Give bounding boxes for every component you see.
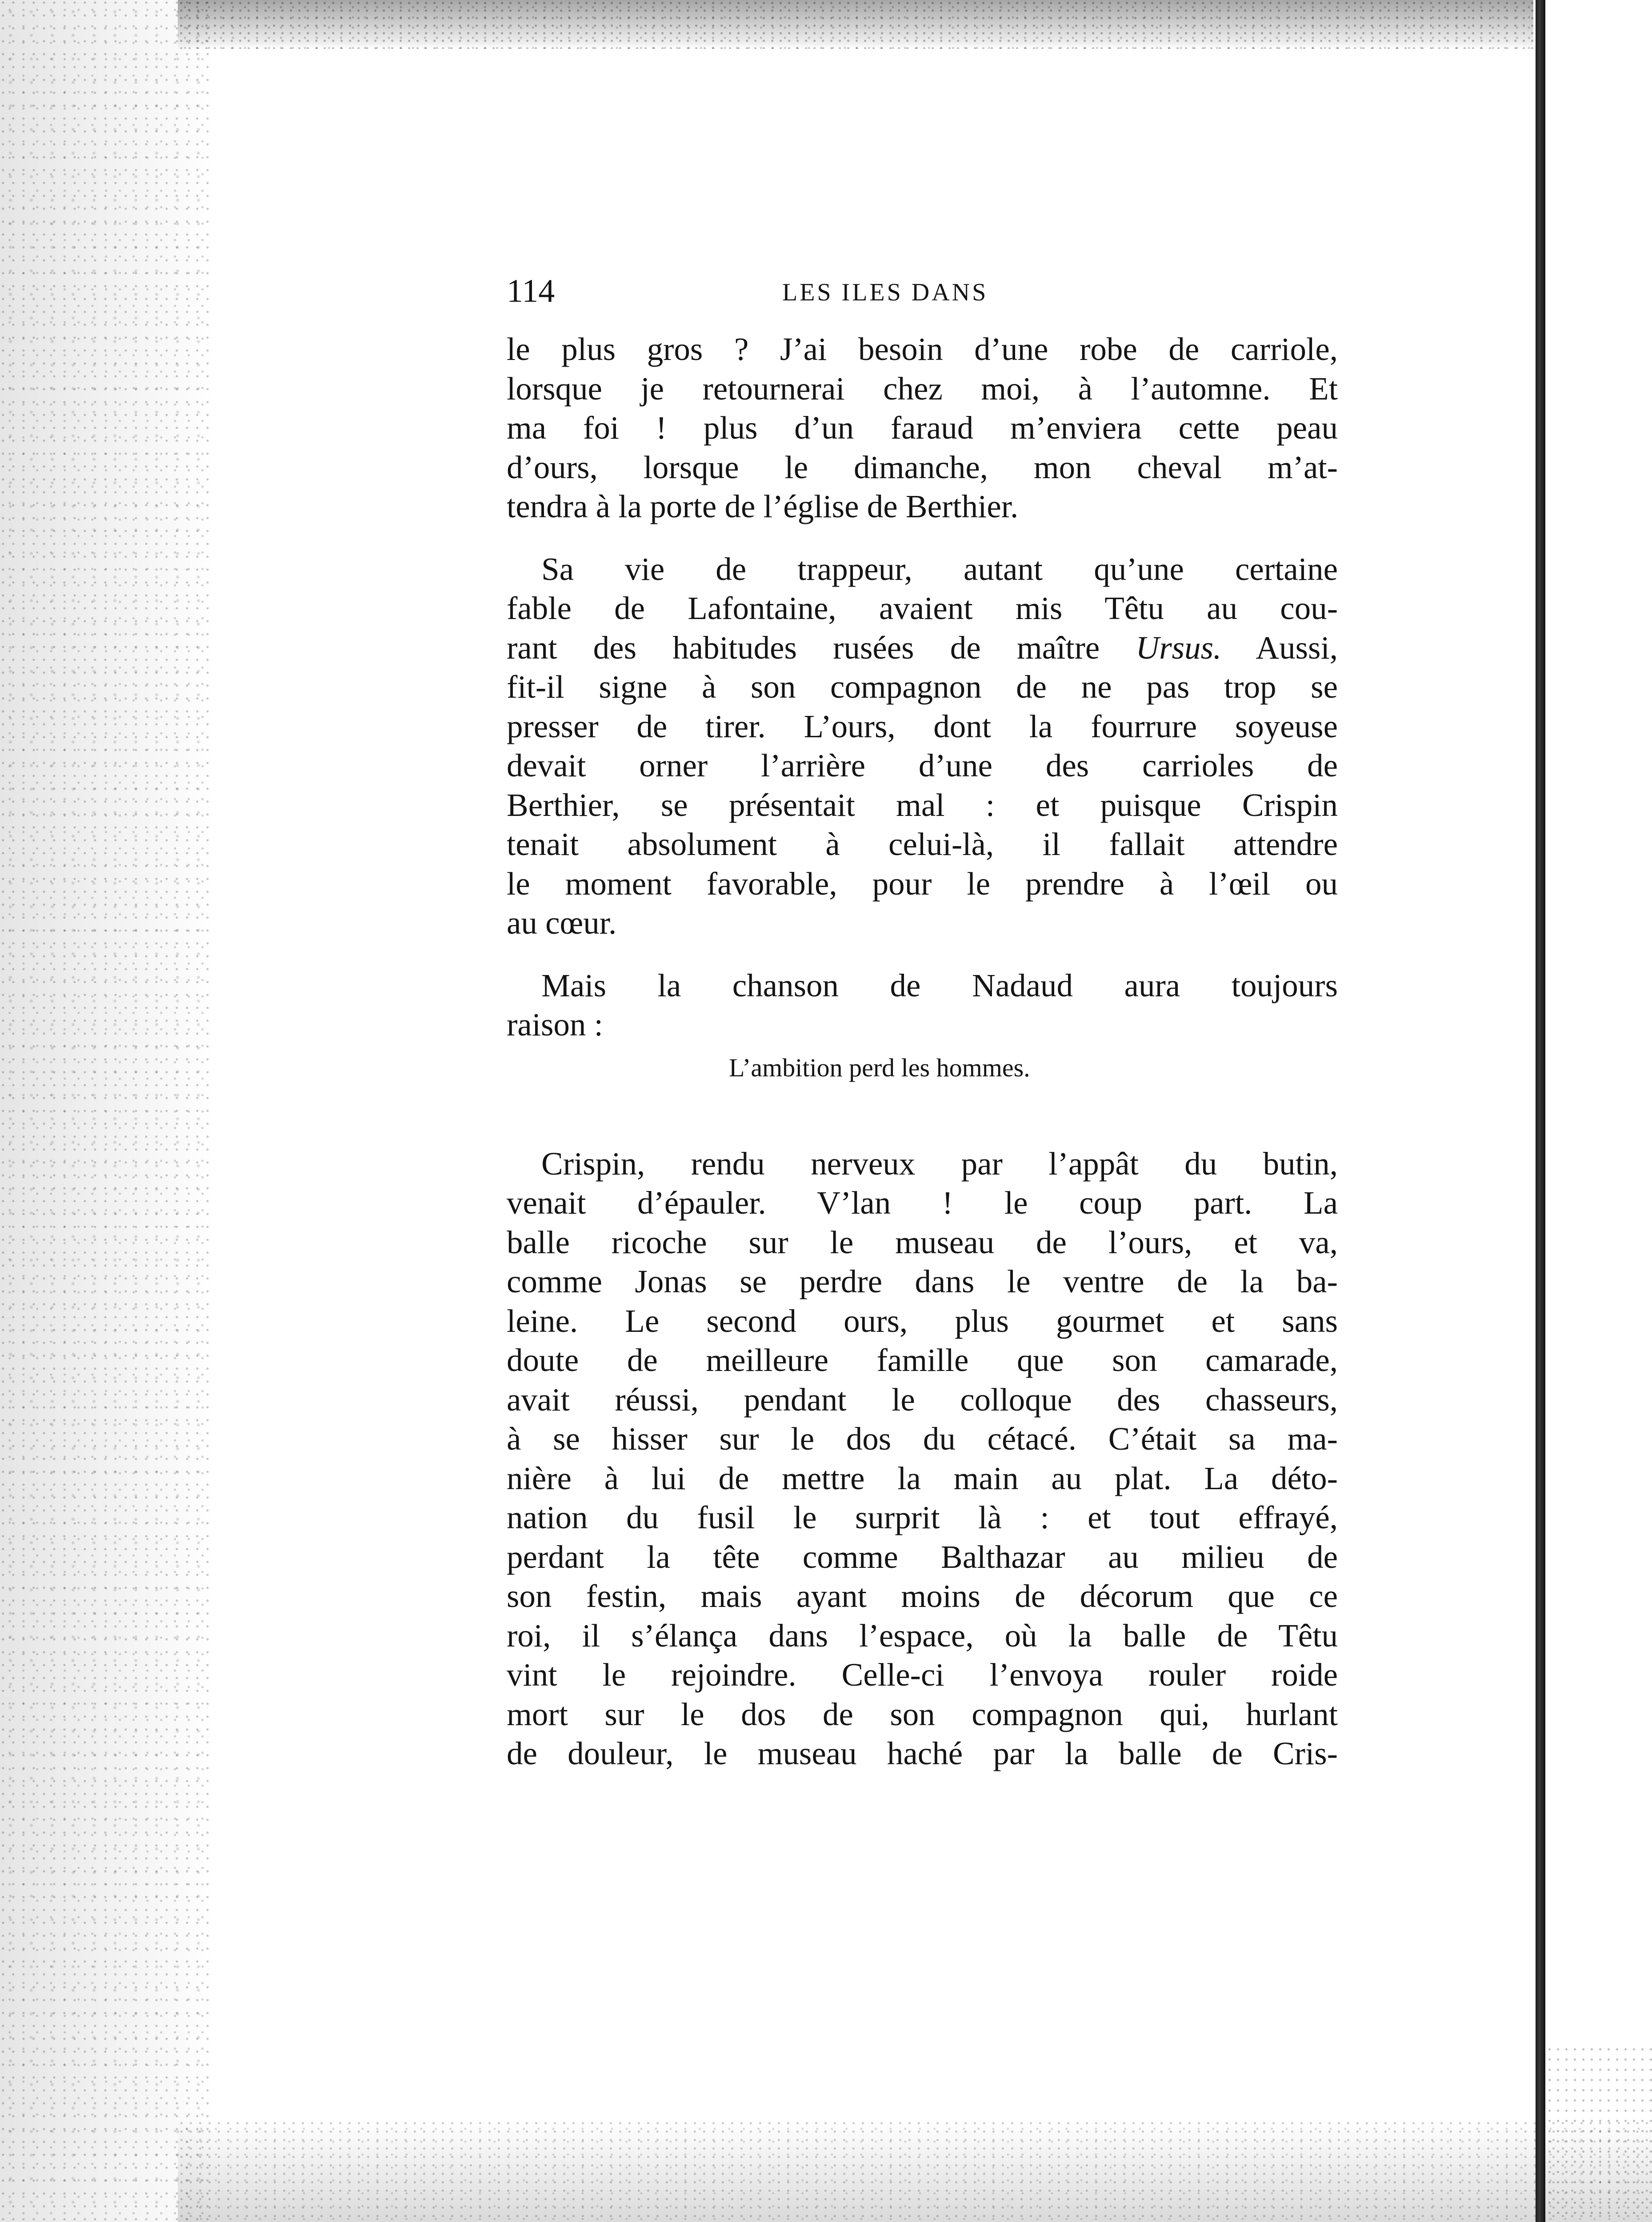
text-line: son festin, mais ayant moins de décorum que ce bbox=[507, 1578, 1338, 1614]
text-run: rant des habitudes rusées de maître bbox=[507, 629, 1100, 666]
page-edge-right bbox=[1536, 0, 1545, 2222]
text-line: d’ours, lorsque le dimanche, mon cheval m’at- bbox=[507, 449, 1338, 485]
page-number: 114 bbox=[507, 273, 555, 309]
paragraph bbox=[507, 550, 1338, 943]
scan-shadow-bottom bbox=[178, 2120, 1652, 2222]
paragraph bbox=[507, 1144, 1338, 1774]
text-line: tendra à la porte de l’église de Berthier. bbox=[507, 488, 1019, 524]
text-line: fable de Lafontaine, avaient mis Têtu au cou- bbox=[507, 590, 1338, 626]
text-line: balle ricoche sur le museau de l’ours, et va, bbox=[507, 1224, 1338, 1260]
text-line: devait orner l’arrière d’une des carrioles de bbox=[507, 747, 1338, 783]
text-line: ma foi ! plus d’un faraud m’enviera cette peau bbox=[507, 410, 1338, 446]
text-line bbox=[507, 628, 1338, 668]
italic-word: Ursus. bbox=[1136, 629, 1222, 666]
text-line: nière à lui de mettre la main au plat. La déto- bbox=[507, 1460, 1338, 1496]
text-line: doute de meilleure famille que son camarade, bbox=[507, 1342, 1338, 1378]
text-line: avait réussi, pendant le colloque des chasseurs, bbox=[507, 1381, 1338, 1418]
text-line: comme Jonas se perdre dans le ventre de la ba- bbox=[507, 1263, 1338, 1299]
paragraph bbox=[507, 966, 1338, 1045]
text-line: mort sur le dos de son compagnon qui, hurlant bbox=[507, 1696, 1338, 1732]
text-line: de douleur, le museau haché par la balle de Cris- bbox=[507, 1735, 1338, 1771]
text-line: nation du fusil le surprit là : et tout effrayé, bbox=[507, 1499, 1338, 1535]
text-line: leine. Le second ours, plus gourmet et sans bbox=[507, 1303, 1338, 1339]
text-line: venait d’épauler. V’lan ! le coup part. La bbox=[507, 1185, 1338, 1221]
text-line: tenait absolument à celui-là, il fallait attendre bbox=[507, 826, 1338, 862]
text-line: raison : bbox=[507, 1007, 603, 1043]
text-line: Sa vie de trappeur, autant qu’une certaine bbox=[541, 551, 1338, 587]
text-line: lorsque je retournerai chez moi, à l’automne. Et bbox=[507, 370, 1338, 407]
scan-shadow-left bbox=[0, 0, 213, 2222]
text-run: Aussi, bbox=[1256, 629, 1338, 666]
running-head bbox=[507, 271, 1338, 311]
text-line: roi, il s’élança dans l’espace, où la balle de Têtu bbox=[507, 1617, 1338, 1654]
scan-shadow-right bbox=[1545, 2044, 1652, 2222]
text-line: le moment favorable, pour le prendre à l’œil ou bbox=[507, 865, 1338, 902]
text-line: vint le rejoindre. Celle-ci l’envoya rouler roide bbox=[507, 1657, 1338, 1693]
text-line: Mais la chanson de Nadaud aura toujours bbox=[541, 967, 1338, 1003]
running-title: LES ILES DANS bbox=[782, 279, 988, 306]
text-line: à se hisser sur le dos du cétacé. C’était sa ma- bbox=[507, 1421, 1338, 1457]
paragraph bbox=[507, 330, 1338, 527]
text-line: presser de tirer. L’ours, dont la fourrure soyeuse bbox=[507, 708, 1338, 744]
scan-shadow-top bbox=[178, 0, 1533, 49]
text-line: Crispin, rendu nerveux par l’appât du butin, bbox=[541, 1145, 1338, 1182]
text-line: le plus gros ? J’ai besoin d’une robe de carriole, bbox=[507, 331, 1338, 367]
text-line: au cœur. bbox=[507, 905, 617, 941]
text-line: Berthier, se présentait mal : et puisque Crispin bbox=[507, 787, 1338, 823]
text-line: perdant la tête comme Balthazar au milieu de bbox=[507, 1539, 1338, 1575]
epigraph: L’ambition perd les hommes. bbox=[729, 1053, 1030, 1082]
page-text bbox=[507, 271, 1338, 1774]
text-line: fit-il signe à son compagnon de ne pas trop se bbox=[507, 669, 1338, 705]
